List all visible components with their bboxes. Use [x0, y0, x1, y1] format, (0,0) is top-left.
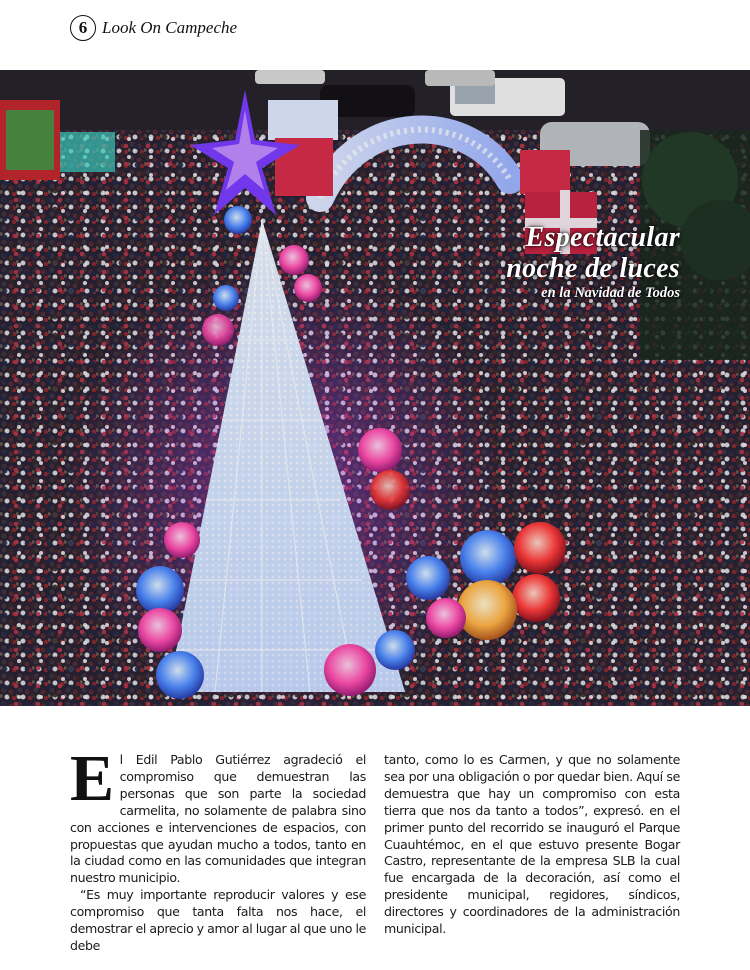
headline-line-1: Espectacular	[525, 222, 680, 253]
drop-cap: E	[70, 742, 114, 815]
page-header	[70, 12, 237, 44]
paragraph: “Es muy importante reproducir valores y ese compromiso que tanta falta nos hace, el demostrar el aprecio y amor al lugar al que uno le debe	[70, 887, 366, 953]
paragraph-text: l Edil Pablo Gutiérrez agradeció el compromiso que demuestran las personas que son parte la sociedad carmelita, no solamente de palabra sino con acciones e intervenciones de espacios, con propuestas que ayudan mucho a todos, tanto en la ciudad como en las comunidades que integran nuestro municipio.	[70, 752, 366, 886]
article-column-1	[70, 742, 366, 955]
page-number: 6	[70, 15, 96, 41]
article-headline	[506, 222, 680, 302]
festival-illustration	[0, 70, 750, 706]
paragraph: tanto, como lo es Carmen, y que no solamente sea por una obligación o por quedar bien. Aquí se demuestra que hay un compromiso con esta tierra que nos da tanto a todos”, expresó. en el primer punto del recorrido se inauguró el Parque Cuauhtémoc, en el que estuvo presente Bogar Castro, representante de la empresa SLB la cual fue encargada de la decoración, así como el presidente municipal, regidores, síndicos, directores y coordinadores de la administración municipal.	[384, 752, 680, 937]
article-column-2	[384, 752, 680, 955]
headline-line-2: noche de luces	[506, 253, 680, 284]
headline-subtitle: en la Navidad de Todos	[541, 285, 680, 301]
hero-photo	[0, 70, 750, 706]
section-title: Look On Campeche	[102, 18, 238, 37]
article-body	[70, 742, 680, 955]
paragraph	[70, 742, 366, 887]
